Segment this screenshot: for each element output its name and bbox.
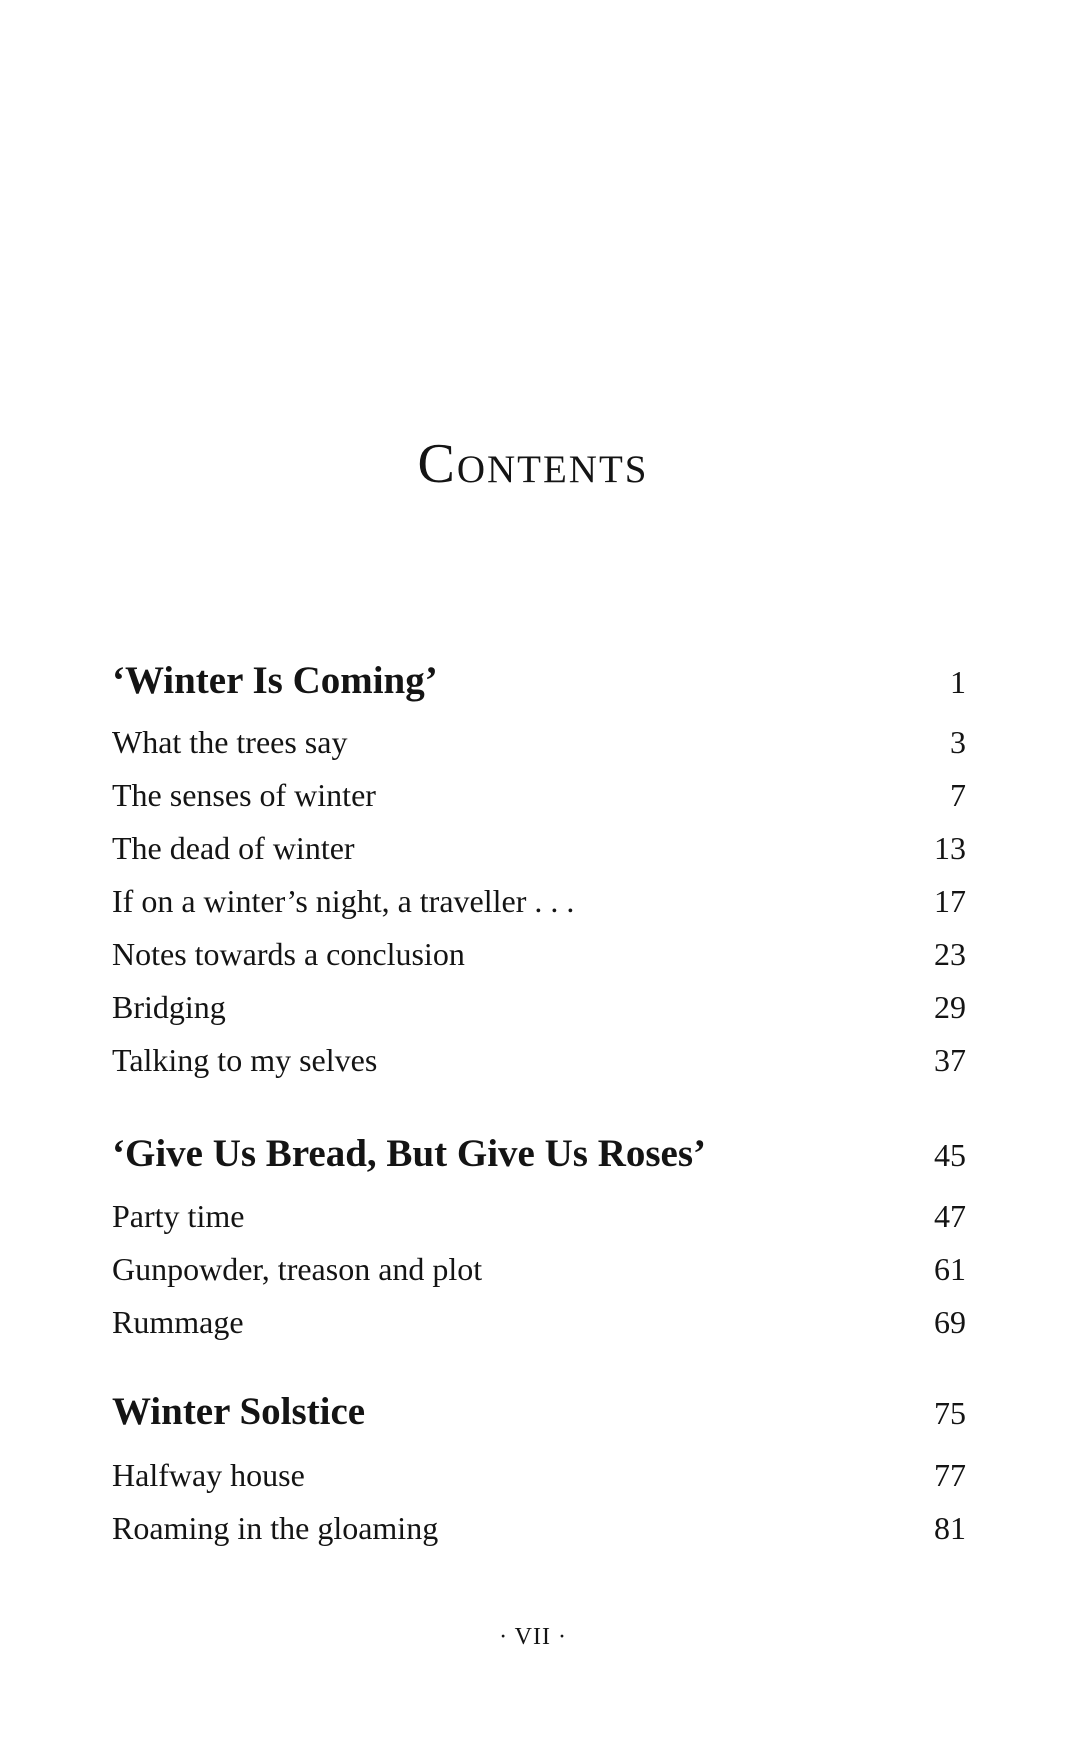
- toc-page-number: 13: [934, 830, 966, 866]
- toc-entry[interactable]: [112, 883, 966, 920]
- toc-page-number: 37: [934, 1042, 966, 1078]
- toc-section-winter-is-coming[interactable]: [112, 658, 966, 703]
- toc-entry-title: Rummage: [112, 1304, 244, 1340]
- toc-entry[interactable]: [112, 1042, 966, 1079]
- toc-entry[interactable]: [112, 830, 966, 867]
- toc-entry-title: What the trees say: [112, 724, 348, 760]
- toc-entry-title: The senses of winter: [112, 777, 376, 813]
- toc-page-number: 61: [934, 1251, 966, 1287]
- toc-section-give-us-bread[interactable]: [112, 1131, 966, 1176]
- toc-entry[interactable]: [112, 1510, 966, 1547]
- toc-page-number: 23: [934, 936, 966, 972]
- toc-entry-title: Party time: [112, 1198, 245, 1234]
- toc-entry-title: Talking to my selves: [112, 1042, 378, 1078]
- page-title: Contents: [417, 433, 649, 495]
- toc-section-title: Winter Solstice: [112, 1390, 366, 1433]
- toc-entry-title: Roaming in the gloaming: [112, 1510, 439, 1546]
- toc-entry-title: The dead of winter: [112, 830, 355, 866]
- toc-page-number: 47: [934, 1198, 966, 1234]
- toc-page-number: 77: [934, 1457, 966, 1493]
- toc-entry[interactable]: [112, 777, 966, 814]
- toc-entry-title: Bridging: [112, 989, 226, 1025]
- toc-page-number: 1: [950, 664, 966, 700]
- toc-page-number: 75: [934, 1395, 966, 1431]
- toc-entry[interactable]: [112, 724, 966, 761]
- toc-entry-title: Halfway house: [112, 1457, 305, 1493]
- toc-entry[interactable]: [112, 1198, 966, 1235]
- toc-entry-title: Gunpowder, treason and plot: [112, 1251, 483, 1287]
- toc-entry[interactable]: [112, 936, 966, 973]
- toc-section-title: ‘Give Us Bread, But Give Us Roses’: [112, 1132, 707, 1175]
- toc-page-number: 81: [934, 1510, 966, 1546]
- toc-entry[interactable]: [112, 1251, 966, 1288]
- toc-section-winter-solstice[interactable]: [112, 1389, 966, 1434]
- toc-entry-title: Notes towards a conclusion: [112, 936, 465, 972]
- toc-entry[interactable]: [112, 1457, 966, 1494]
- toc-page-number: 45: [934, 1137, 966, 1173]
- toc-page-number: 3: [950, 724, 966, 760]
- toc-page-number: 7: [950, 777, 966, 813]
- toc-page-number: 29: [934, 989, 966, 1025]
- toc-page-number: 17: [934, 883, 966, 919]
- toc-page-number: 69: [934, 1304, 966, 1340]
- toc-section-title: ‘Winter Is Coming’: [112, 659, 438, 702]
- toc-entry[interactable]: [112, 989, 966, 1026]
- toc-entry[interactable]: [112, 1304, 966, 1341]
- toc-entry-title: If on a winter’s night, a traveller . . .: [112, 883, 575, 919]
- page-folio: · VII ·: [499, 1624, 567, 1650]
